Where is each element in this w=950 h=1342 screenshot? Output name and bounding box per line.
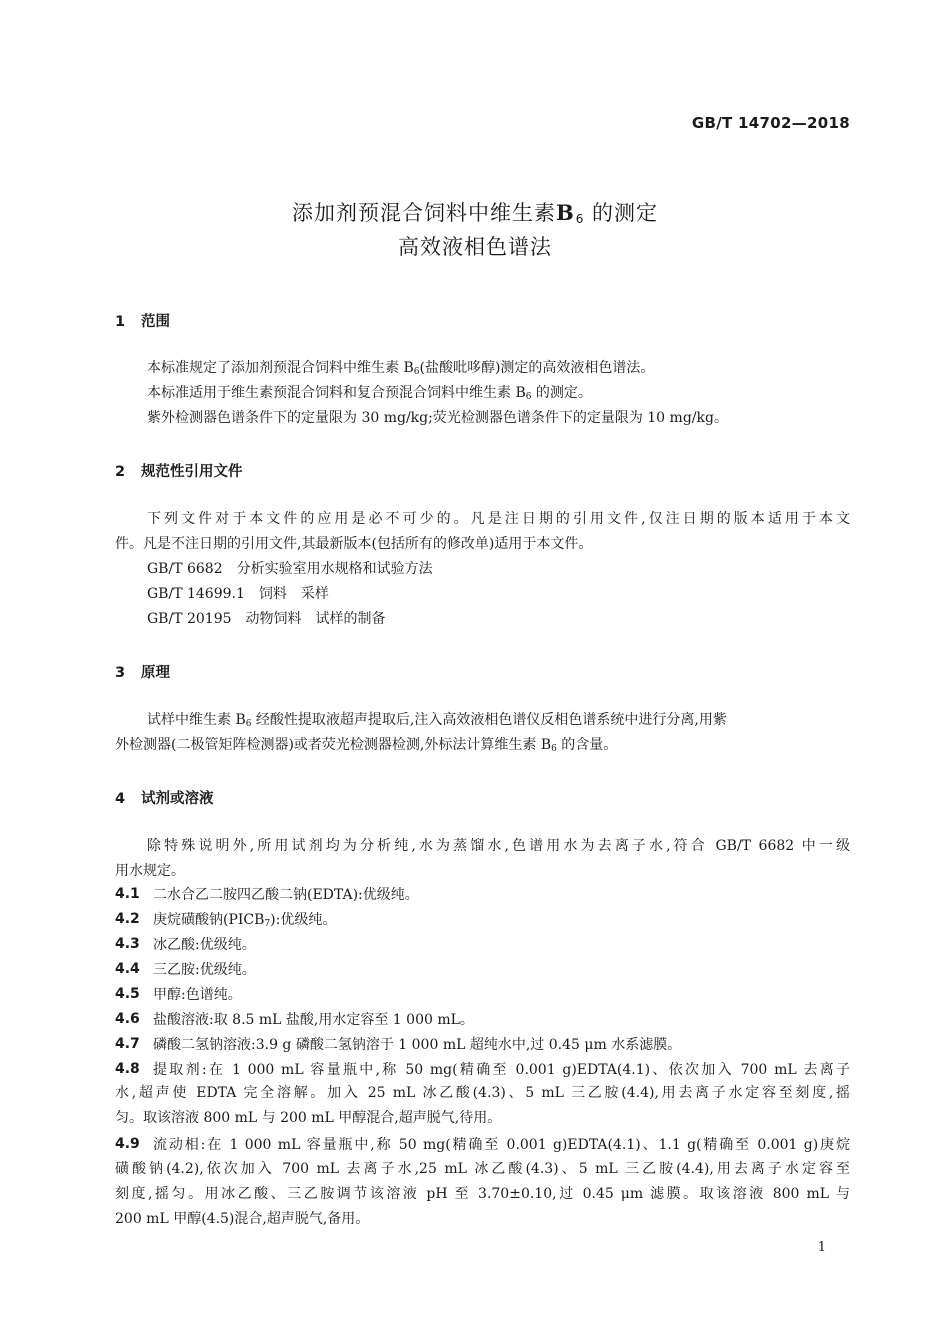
paragraph-line: 除特殊说明外,所用试剂均为分析纯,水为蒸馏水,色谱用水为去离子水,符合 GB/T 6682 中一级 bbox=[147, 838, 850, 854]
section-number: 3 bbox=[115, 665, 126, 681]
item-number: 4.1 bbox=[115, 886, 140, 902]
subscript: 6 bbox=[551, 744, 557, 754]
text: 外检测器(二极管矩阵检测器)或者荧光检测器检测,外标法计算维生素 B bbox=[115, 737, 552, 753]
item-number: 4.8 bbox=[115, 1061, 140, 1077]
item-text: 水,超声使 EDTA 完全溶解。加入 25 mL 冰乙酸(4.3)、5 mL 三乙胺(4.4),用去离子水定容至刻度,摇 bbox=[115, 1085, 850, 1101]
text: 庚烷磺酸钠(PICB bbox=[153, 912, 265, 928]
text: ):优级纯。 bbox=[270, 912, 337, 928]
title-b: B bbox=[555, 200, 575, 225]
item-text: 二水合乙二胺四乙酸二钠(EDTA):优级纯。 bbox=[153, 887, 419, 903]
subscript: 6 bbox=[525, 392, 532, 402]
paragraph-line bbox=[147, 356, 882, 384]
section-1-heading bbox=[115, 310, 170, 331]
item-number: 4.3 bbox=[115, 936, 140, 952]
paragraph-line bbox=[147, 381, 882, 409]
item-text: 盐酸溶液:取 8.5 mL 盐酸,用水定容至 1 000 mL。 bbox=[153, 1012, 474, 1028]
paragraph-line bbox=[147, 708, 882, 736]
subscript: 7 bbox=[264, 919, 271, 929]
subscript: 6 bbox=[245, 719, 252, 729]
item-number: 4.5 bbox=[115, 986, 140, 1002]
title-text: 添加剂预混合饲料中维生素 bbox=[291, 201, 556, 225]
standard-code: GB/T 14702—2018 bbox=[691, 114, 850, 132]
text: 的测定。 bbox=[531, 385, 592, 401]
title-line-1 bbox=[0, 197, 950, 227]
item-text: 提取剂:在 1 000 mL 容量瓶中,称 50 mg(精确至 0.001 g)EDTA(4.1)、依次加入 700 mL 去离子 bbox=[153, 1062, 850, 1078]
item-text: 刻度,摇匀。用冰乙酸、三乙胺调节该溶液 pH 至 3.70±0.10,过 0.45 μm 滤膜。取该溶液 800 mL 与 bbox=[115, 1186, 850, 1202]
item-text: 甲醇:色谱纯。 bbox=[153, 987, 242, 1003]
text: 本标准规定了添加剂预混合饲料中维生素 B bbox=[147, 360, 414, 376]
text: (盐酸吡哆醇)测定的高效液相色谱法。 bbox=[419, 360, 655, 376]
section-2-heading bbox=[115, 460, 243, 481]
section-title: 范围 bbox=[141, 314, 170, 330]
paragraph-line: 用水规定。 bbox=[115, 863, 185, 879]
item-text bbox=[153, 909, 336, 929]
text: 的含量。 bbox=[556, 737, 618, 753]
page-number: 1 bbox=[817, 1240, 826, 1255]
paragraph-line: 紫外检测器色谱条件下的定量限为 30 mg/kg;荧光检测器色谱条件下的定量限为 10 mg/kg。 bbox=[147, 410, 728, 426]
reference-item: GB/T 6682 分析实验室用水规格和试验方法 bbox=[147, 561, 433, 577]
item-text: 匀。取该溶液 800 mL 与 200 mL 甲醇混合,超声脱气,待用。 bbox=[115, 1110, 502, 1126]
item-text: 三乙胺:优级纯。 bbox=[153, 962, 256, 978]
item-number: 4.9 bbox=[115, 1136, 140, 1152]
section-title: 试剂或溶液 bbox=[141, 791, 214, 807]
paragraph-line: 件。凡是不注日期的引用文件,其最新版本(包括所有的修改单)适用于本文件。 bbox=[115, 536, 593, 552]
paragraph-line: 下列文件对于本文件的应用是必不可少的。凡是注日期的引用文件,仅注日期的版本适用于本文 bbox=[147, 511, 850, 527]
section-title: 原理 bbox=[141, 665, 170, 681]
section-title: 规范性引用文件 bbox=[141, 464, 243, 480]
text: 本标准适用于维生素预混合饲料和复合预混合饲料中维生素 B bbox=[147, 385, 526, 401]
subscript: 6 bbox=[413, 367, 420, 377]
item-number: 4.7 bbox=[115, 1036, 140, 1052]
title-text-post: 的测定 bbox=[584, 201, 659, 225]
text: 试样中维生素 B bbox=[147, 712, 246, 728]
item-text: 冰乙酸:优级纯。 bbox=[153, 937, 256, 953]
section-number: 1 bbox=[115, 314, 126, 330]
section-4-heading bbox=[115, 787, 214, 808]
item-number: 4.4 bbox=[115, 961, 140, 977]
title-line-2: 高效液相色谱法 bbox=[398, 235, 552, 259]
text: 经酸性提取液超声提取后,注入高效液相色谱仪反相色谱系统中进行分离,用紫 bbox=[251, 712, 727, 728]
item-text: 流动相:在 1 000 mL 容量瓶中,称 50 mg(精确至 0.001 g)EDTA(4.1)、1.1 g(精确至 0.001 g)庚烷 bbox=[153, 1137, 850, 1153]
reference-item: GB/T 14699.1 饲料 采样 bbox=[147, 586, 329, 602]
item-text: 磺酸钠(4.2),依次加入 700 mL 去离子水,25 mL 冰乙酸(4.3)、5 mL 三乙胺(4.4),用去离子水定容至 bbox=[115, 1161, 850, 1177]
section-number: 2 bbox=[115, 464, 126, 480]
section-3-heading bbox=[115, 661, 170, 682]
section-number: 4 bbox=[115, 791, 126, 807]
item-text: 磷酸二氢钠溶液:3.9 g 磷酸二氢钠溶于 1 000 mL 超纯水中,过 0.45 μm 水系滤膜。 bbox=[153, 1037, 682, 1053]
reference-item: GB/T 20195 动物饲料 试样的制备 bbox=[147, 611, 386, 627]
paragraph-line bbox=[115, 733, 850, 761]
item-number: 4.6 bbox=[115, 1011, 140, 1027]
title-subscript: 6 bbox=[575, 212, 585, 226]
item-number: 4.2 bbox=[115, 911, 140, 927]
item-text: 200 mL 甲醇(4.5)混合,超声脱气,备用。 bbox=[115, 1211, 370, 1227]
